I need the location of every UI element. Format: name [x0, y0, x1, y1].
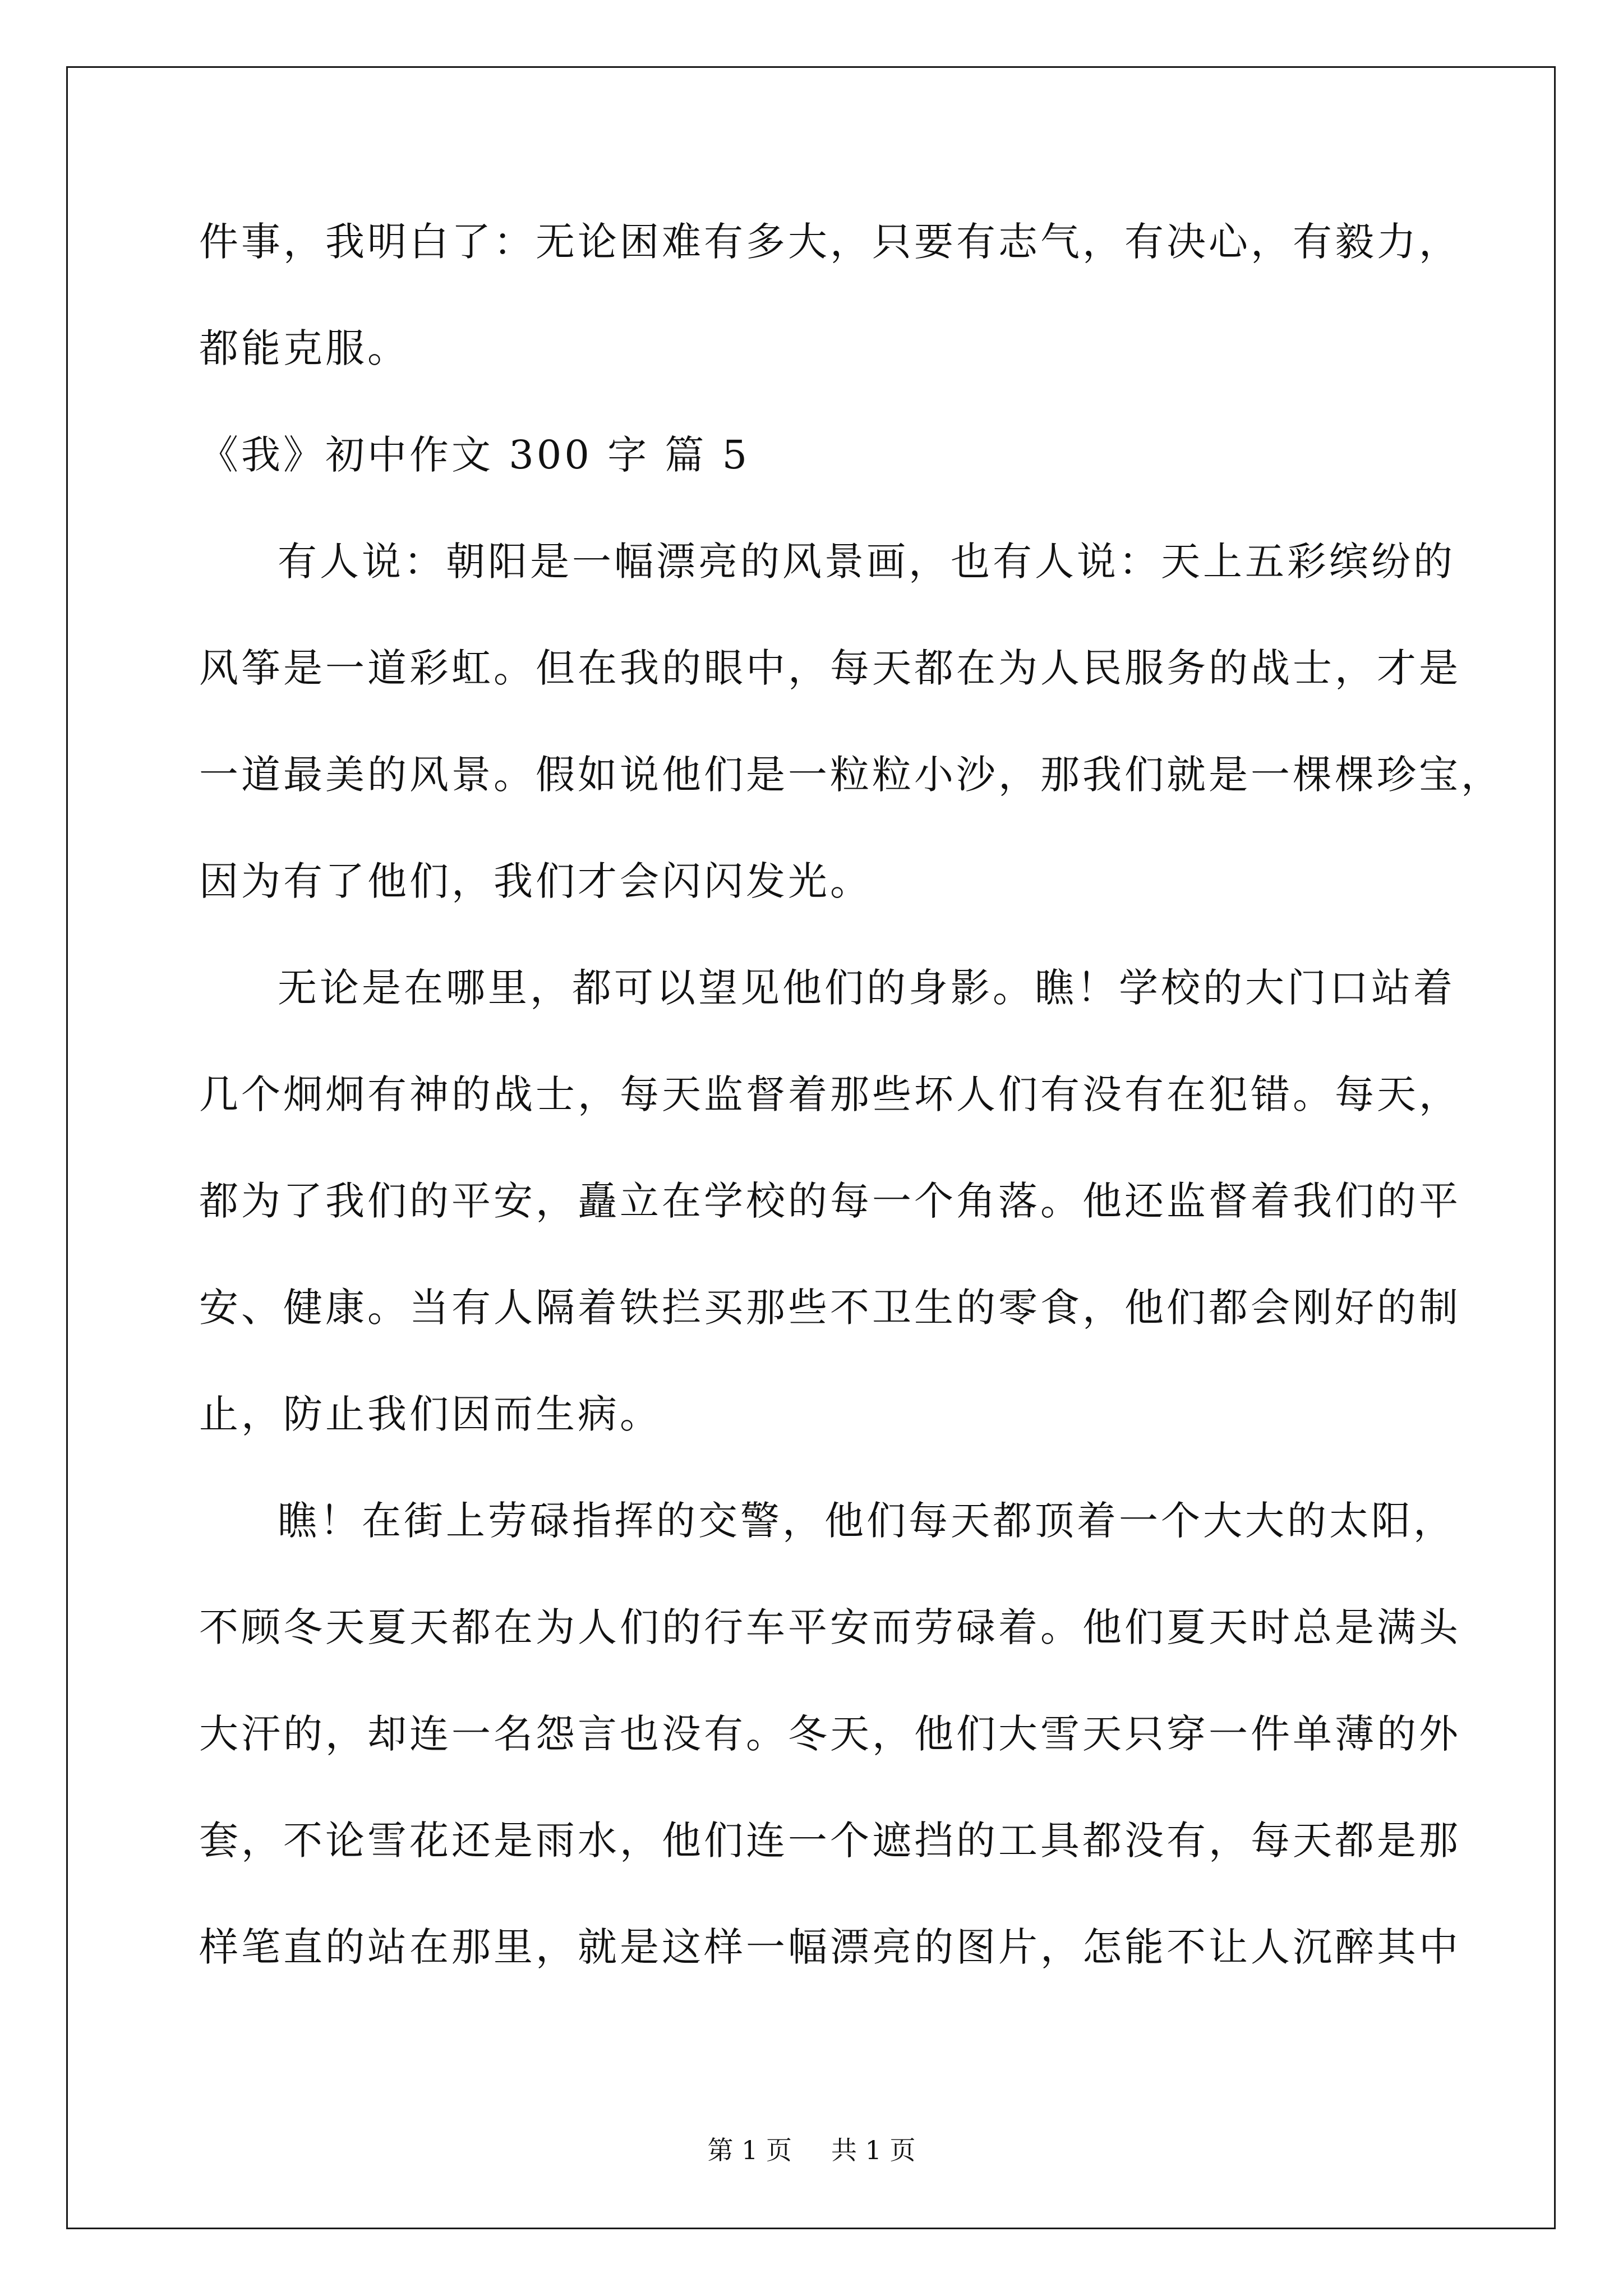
text-line: 几个炯炯有神的战士，每天监督着那些坏人们有没有在犯错。每天， — [199, 1071, 1461, 1117]
text-line: 样笔直的站在那里，就是这样一幅漂亮的图片，怎能不让人沉醉其中 — [199, 1924, 1461, 1970]
text-line: 无论是在哪里，都可以望见他们的身影。瞧！学校的大门口站着 — [278, 965, 1455, 1011]
section-heading: 《我》初中作文 300 字 篇 5 — [199, 432, 750, 478]
text-line: 套，不论雪花还是雨水，他们连一个遮挡的工具都没有，每天都是那 — [199, 1818, 1461, 1864]
text-line: 因为有了他们，我们才会闪闪发光。 — [199, 858, 872, 904]
page-border — [66, 66, 1556, 2229]
text-line: 瞧！在街上劳碌指挥的交警，他们每天都顶着一个大大的太阳， — [278, 1498, 1455, 1544]
text-line: 件事，我明白了：无论困难有多大，只要有志气，有决心，有毅力， — [199, 219, 1461, 265]
text-line: 都为了我们的平安，矗立在学校的每一个角落。他还监督着我们的平 — [199, 1178, 1461, 1224]
page-total: 共 1 页 — [831, 2135, 916, 2165]
text-line: 安、健康。当有人隔着铁拦买那些不卫生的零食，他们都会刚好的制 — [199, 1285, 1461, 1331]
text-line: 有人说：朝阳是一幅漂亮的风景画，也有人说：天上五彩缤纷的 — [278, 539, 1455, 585]
text-line: 不顾冬天夏天都在为人们的行车平安而劳碌着。他们夏天时总是满头 — [199, 1604, 1461, 1650]
text-line: 风筝是一道彩虹。但在我的眼中，每天都在为人民服务的战士，才是 — [199, 645, 1461, 691]
page-footer — [0, 2137, 1623, 2163]
text-line: 一道最美的风景。假如说他们是一粒粒小沙，那我们就是一棵棵珍宝， — [199, 752, 1503, 798]
text-line: 都能克服。 — [199, 325, 409, 371]
text-line: 大汗的，却连一名怨言也没有。冬天，他们大雪天只穿一件单薄的外 — [199, 1711, 1461, 1757]
page-number: 第 1 页 — [707, 2135, 792, 2165]
text-line: 止，防止我们因而生病。 — [199, 1391, 662, 1437]
